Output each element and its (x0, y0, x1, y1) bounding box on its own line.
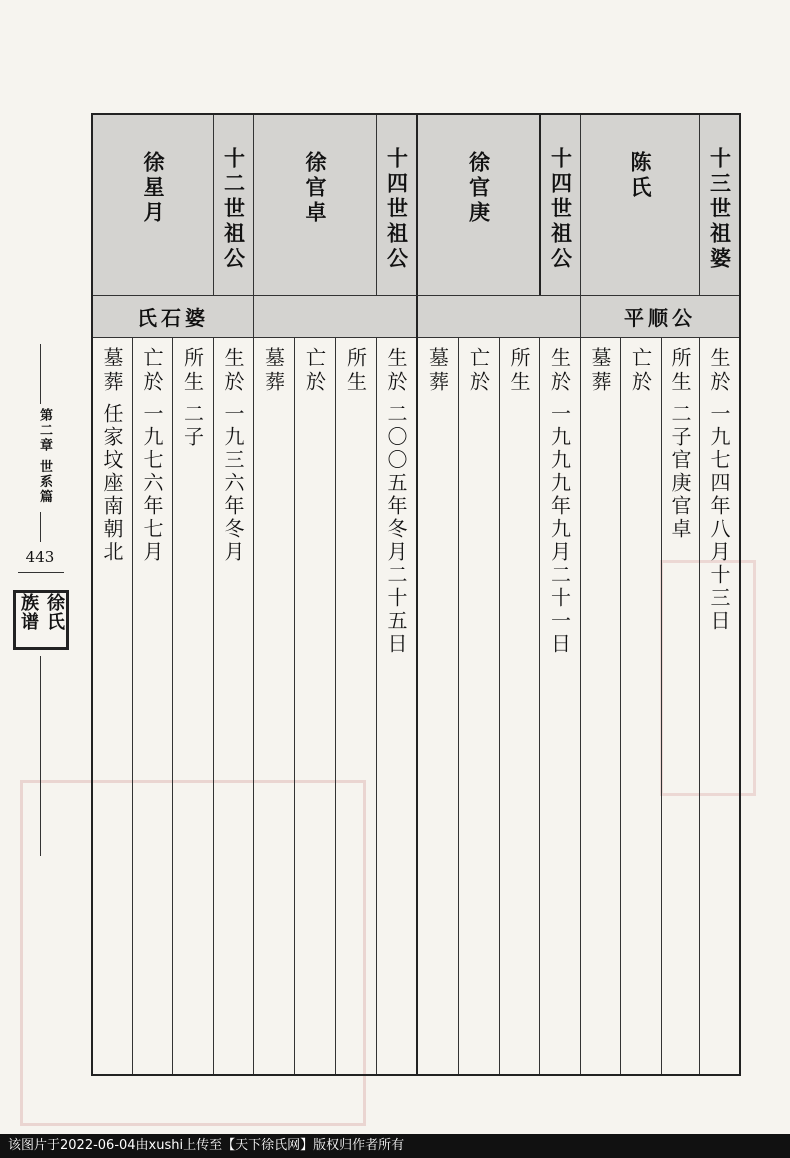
record-label: 所生 (507, 347, 531, 395)
upload-credit-footer: 该图片于2022-06-04由xushi上传至【天下徐氏网】版权归作者所有 (0, 1134, 790, 1158)
record-label: 墓葬 (100, 347, 124, 395)
record-value: 二〇〇五年冬月二十五日 (384, 403, 408, 656)
generation-cell (376, 115, 416, 295)
record-label: 生於 (547, 347, 572, 395)
person-name: 陈氏 (628, 151, 652, 201)
record-label: 生於 (384, 347, 408, 395)
generation-label: 十四世祖公 (548, 147, 573, 272)
side-rule (40, 512, 41, 542)
record-value: 一九三六年冬月 (221, 403, 245, 564)
record-label: 生於 (707, 347, 731, 395)
record-column (699, 337, 739, 1074)
record-column (335, 337, 376, 1074)
record-column (253, 337, 294, 1074)
side-rule (40, 656, 41, 856)
record-column (539, 337, 580, 1074)
generation-cell (699, 115, 739, 295)
record-label: 墓葬 (261, 347, 286, 395)
generation-label: 十三世祖婆 (707, 147, 732, 272)
record-column (376, 337, 416, 1074)
record-label: 亡於 (140, 347, 164, 395)
record-column (172, 337, 213, 1074)
record-column (580, 337, 620, 1074)
person-name: 徐官卓 (303, 151, 327, 226)
chapter-label: 第二章 世系篇 (37, 408, 52, 505)
book-seal: 徐氏族谱 (13, 590, 69, 650)
record-value: 二子官庚官卓 (668, 403, 692, 541)
side-rule (40, 344, 41, 404)
person-name: 徐星月 (141, 151, 165, 226)
spouse-cell (416, 296, 580, 337)
record-value: 一九九九年九月二十一日 (547, 403, 572, 656)
record-value: 任家坟座南朝北 (100, 403, 124, 564)
record-label: 所生 (180, 347, 205, 395)
record-label: 生於 (221, 347, 245, 395)
record-label: 亡於 (466, 347, 491, 395)
record-label: 墓葬 (588, 347, 612, 395)
generation-label: 十四世祖公 (384, 147, 409, 272)
record-column (93, 337, 132, 1074)
generation-cell (213, 115, 253, 295)
record-column (620, 337, 661, 1074)
record-label: 亡於 (628, 347, 653, 395)
spouse-cell: 氏石婆 (93, 296, 253, 337)
record-label: 所生 (668, 347, 692, 395)
record-label: 墓葬 (425, 347, 450, 395)
record-column (458, 337, 499, 1074)
record-value: 一九七六年七月 (140, 403, 164, 564)
generation-cell (539, 115, 580, 295)
record-value: 一九七四年八月十三日 (707, 403, 731, 633)
record-column (416, 337, 458, 1074)
record-column (661, 337, 699, 1074)
spouse-cell (253, 296, 416, 337)
record-column (499, 337, 539, 1074)
record-label: 亡於 (302, 347, 327, 395)
record-column (132, 337, 172, 1074)
page-number: 443 (25, 548, 55, 566)
name-cell (580, 115, 699, 295)
page-number-rule (18, 572, 64, 573)
name-cell (93, 115, 213, 295)
record-column (213, 337, 253, 1074)
spouse-cell: 平顺公 (580, 296, 739, 337)
record-label: 所生 (343, 347, 368, 395)
name-cell (416, 115, 539, 295)
record-value: 二子 (180, 403, 205, 449)
name-cell (253, 115, 376, 295)
record-column (294, 337, 335, 1074)
generation-label: 十二世祖公 (221, 147, 246, 272)
genealogy-table (91, 113, 741, 1076)
person-name: 徐官庚 (466, 151, 491, 226)
